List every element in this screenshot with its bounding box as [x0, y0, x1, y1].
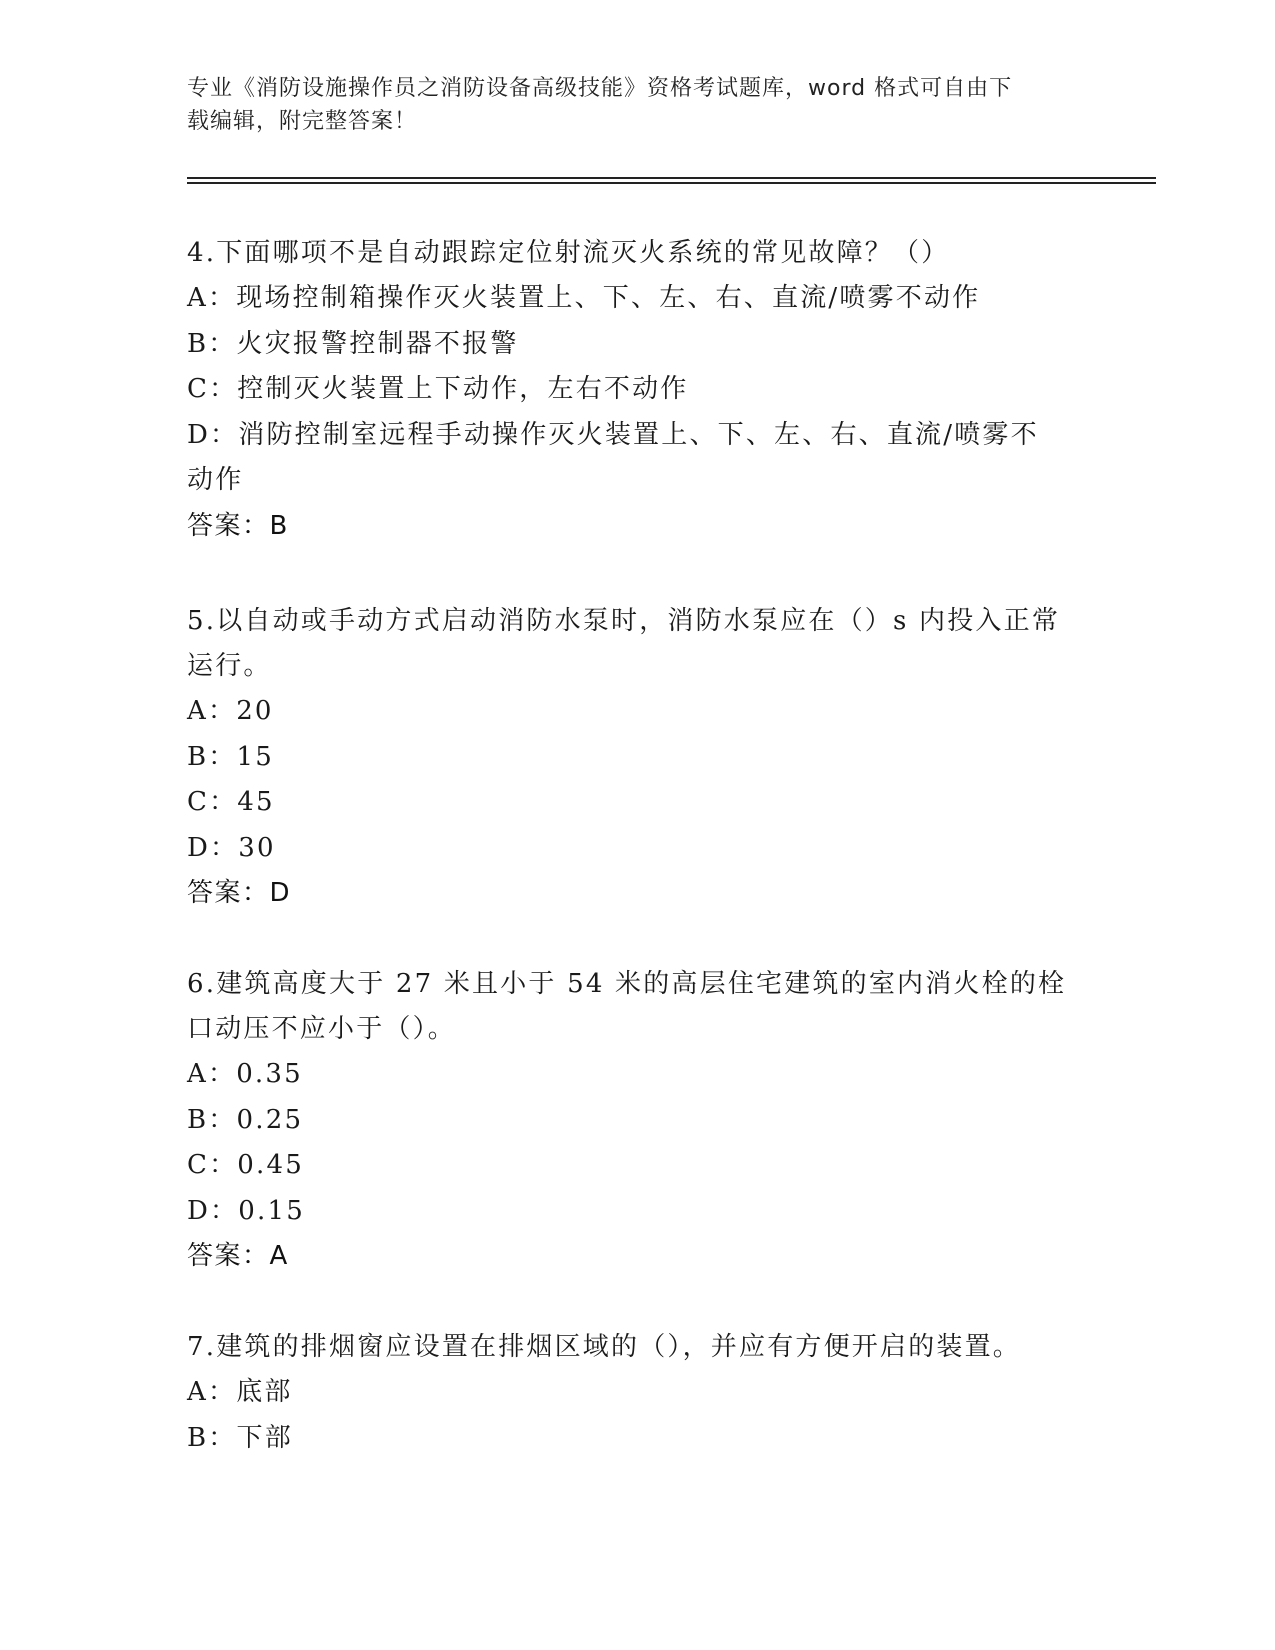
option-d [187, 826, 1087, 872]
option-text: 30 [238, 832, 276, 863]
document-header [187, 72, 1067, 138]
option-c [187, 1143, 1087, 1189]
header-line-2: 载编辑，附完整答案！ [187, 109, 418, 134]
answer-label: 答案：A [187, 1241, 289, 1271]
option-key: D： [187, 419, 239, 450]
answer-label: 答案：B [187, 510, 289, 541]
option-d-continuation: 动作 [187, 465, 244, 495]
option-key: C： [187, 787, 238, 817]
header-divider-top [187, 177, 1156, 179]
question-4 [187, 231, 1087, 549]
header-divider-bottom [187, 182, 1156, 184]
option-text: 底部 [236, 1377, 293, 1407]
option-c [187, 367, 1087, 413]
option-key: B： [187, 741, 237, 772]
option-key: D： [187, 1195, 239, 1226]
option-a [187, 1052, 1087, 1098]
answer-label: 答案：D [187, 878, 292, 908]
option-text: 0.15 [238, 1195, 305, 1226]
option-key: A： [187, 283, 237, 313]
option-key: C： [187, 1150, 238, 1180]
option-text: 现场控制箱操作灭火装置上、下、左、右、直流/喷雾不动作 [236, 283, 981, 313]
option-d [187, 413, 1087, 459]
option-key: B： [187, 1104, 237, 1135]
option-key: B： [187, 1422, 237, 1453]
option-text: 15 [236, 741, 274, 772]
question-stem: 6.建筑高度大于 27 米且小于 54 米的高层住宅建筑的室内消火栓的栓 [187, 969, 1067, 999]
option-key: B： [187, 328, 237, 359]
option-text: 0.25 [236, 1104, 304, 1135]
option-b [187, 322, 1087, 368]
option-key: A： [187, 1377, 237, 1407]
option-a [187, 689, 1087, 735]
question-6 [187, 962, 1087, 1280]
option-text: 45 [237, 787, 275, 817]
option-text: 控制灭火装置上下动作，左右不动作 [237, 374, 689, 404]
option-text: 0.35 [236, 1059, 303, 1089]
question-stem-continuation: 口动压不应小于（）。 [187, 1014, 457, 1044]
question-stem-continuation: 运行。 [187, 651, 272, 681]
option-b [187, 735, 1087, 781]
question-stem: 4.下面哪项不是自动跟踪定位射流灭火系统的常见故障？（） [187, 238, 950, 268]
option-a [187, 276, 1087, 322]
question-5 [187, 599, 1087, 917]
option-text: 火灾报警控制器不报警 [236, 328, 519, 359]
option-text: 消防控制室远程手动操作灭火装置上、下、左、右、直流/喷雾不 [238, 419, 1039, 450]
option-key: A： [187, 696, 237, 726]
option-b [187, 1098, 1087, 1144]
option-text: 20 [236, 696, 274, 726]
question-7 [187, 1325, 1087, 1461]
option-text: 下部 [236, 1422, 293, 1453]
option-c [187, 780, 1087, 826]
option-b [187, 1416, 1087, 1462]
option-key: D： [187, 832, 239, 863]
option-d [187, 1189, 1087, 1235]
question-stem: 5.以自动或手动方式启动消防水泵时，消防水泵应在（）s 内投入正常 [187, 606, 1061, 636]
option-text: 0.45 [237, 1150, 304, 1180]
question-stem: 7.建筑的排烟窗应设置在排烟区域的（），并应有方便开启的装置。 [187, 1332, 1022, 1362]
header-line-1: 专业《消防设施操作员之消防设备高级技能》资格考试题库，word 格式可自由下 [187, 76, 1013, 101]
option-a [187, 1370, 1087, 1416]
option-key: A： [187, 1059, 237, 1089]
option-key: C： [187, 374, 238, 404]
